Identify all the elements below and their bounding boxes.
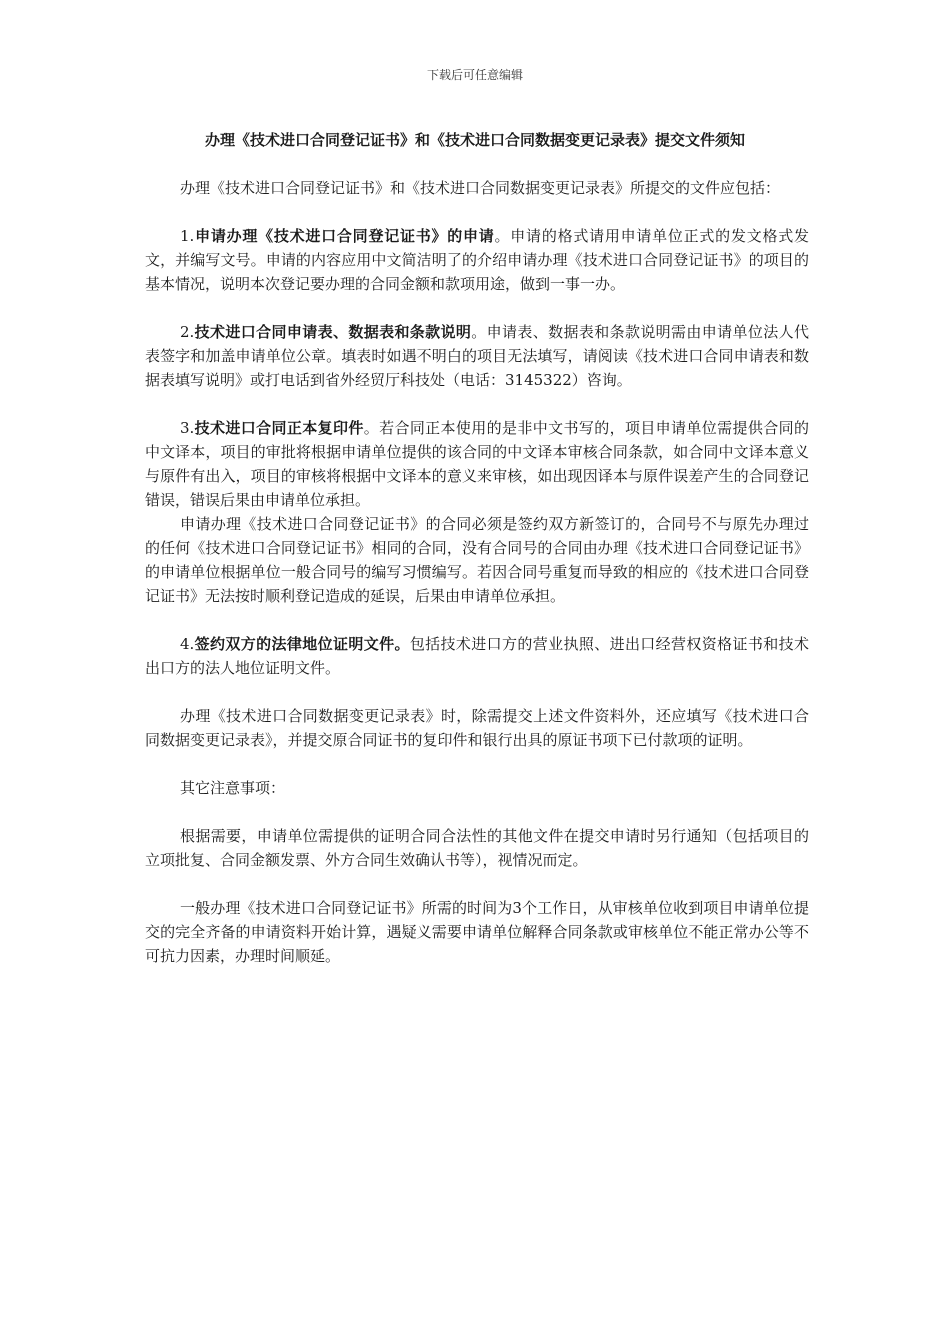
other-notes-paragraph-1: 根据需要，申请单位需提供的证明合同合法性的其他文件在提交申请时另行通知（包括项目的立项批复、合同金额发票、外方合同生效确认书等），视情况而定。 <box>145 827 809 869</box>
other-notes-paragraph-2: 一般办理《技术进口合同登记证书》所需的时间为3个工作日，从审核单位收到项目申请单位提交的完全齐备的申请资料开始计算，遇疑义需要申请单位解释合同条款或审核单位不能正常办公等不可抗力因素，办理时间顺延。 <box>145 899 809 965</box>
item-2-paragraph <box>145 320 809 392</box>
item-1-paragraph <box>145 224 809 296</box>
item-1-lead: 申请办理《技术进口合同登记证书》的申请 <box>194 227 495 245</box>
item-4-lead: 签约双方的法律地位证明文件。 <box>194 635 410 653</box>
item-2-number: 2. <box>180 323 195 341</box>
item-3-body: 。若合同正本使用的是非中文书写的，项目申请单位需提供合同的中文译本，项目的审批将根据申请单位提供的该合同的中文译本审核合同条款，如合同中文译本意义与原件有出入，项目的审核将根据中文译本的意义来审核，如出现因译本与原件误差产生的合同登记错误，错误后果由申请单位承担。 <box>145 419 809 509</box>
document-title: 办理《技术进口合同登记证书》和《技术进口合同数据变更记录表》提交文件须知 <box>204 131 745 149</box>
item-3-lead: 技术进口合同正本复印件 <box>194 419 364 437</box>
item-1-number: 1. <box>180 227 195 245</box>
document-body <box>145 176 809 968</box>
header-note: 下载后可任意编辑 <box>426 68 523 82</box>
item-3-number: 3. <box>180 419 195 437</box>
item-1-body: 。申请的格式请用申请单位正式的发文格式发文，并编写文号。申请的内容应用中文简洁明了的介绍申请办理《技术进口合同登记证书》的项目的基本情况，说明本次登记要办理的合同金额和款项用途，做到一事一办。 <box>145 227 809 293</box>
item-2-lead: 技术进口合同申请表、数据表和条款说明 <box>194 323 472 341</box>
item-3-followup-paragraph: 申请办理《技术进口合同登记证书》的合同必须是签约双方新签订的，合同号不与原先办理过的任何《技术进口合同登记证书》相同的合同，没有合同号的合同由办理《技术进口合同登记证书》的申请单位根据单位一般合同号的编写习惯编写。若因合同号重复而导致的相应的《技术进口合同登记证书》无法按时顺利登记造成的延误，后果由申请单位承担。 <box>145 515 809 605</box>
change-record-paragraph: 办理《技术进口合同数据变更记录表》时，除需提交上述文件资料外，还应填写《技术进口合同数据变更记录表》，并提交原合同证书的复印件和银行出具的原证书项下已付款项的证明。 <box>145 707 809 749</box>
item-4-paragraph <box>145 632 809 680</box>
item-4-body: 包括技术进口方的营业执照、进出口经营权资格证书和技术出口方的法人地位证明文件。 <box>145 635 809 677</box>
item-4-number: 4. <box>180 635 195 653</box>
item-3-paragraph <box>145 416 809 512</box>
intro-paragraph: 办理《技术进口合同登记证书》和《技术进口合同数据变更记录表》所提交的文件应包括： <box>180 179 781 197</box>
item-2-body: 。申请表、数据表和条款说明需由申请单位法人代表签字和加盖申请单位公章。填表时如遇不明白的项目无法填写，请阅读《技术进口合同申请表和数据表填写说明》或打电话到省外经贸厅科技处（电话：3145322）咨询。 <box>145 323 809 389</box>
other-notes-heading: 其它注意事项： <box>180 779 286 797</box>
